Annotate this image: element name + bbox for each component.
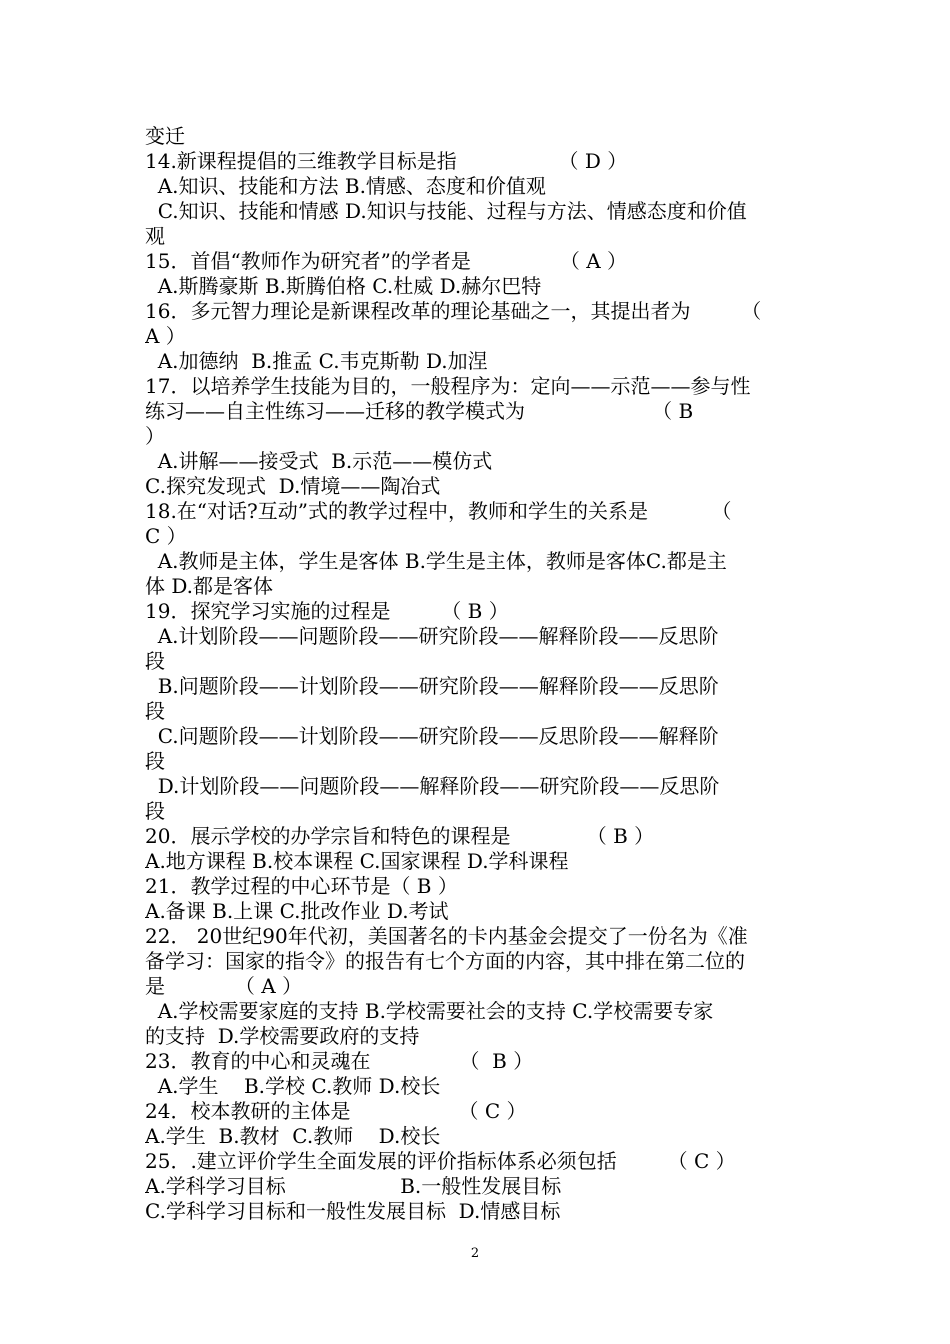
text-line: 24．校本教研的主体是 （ C ） <box>145 1099 527 1123</box>
text-line: C.知识、技能和情感 D.知识与技能、过程与方法、情感态度和价值 <box>145 199 747 223</box>
text-line: A.学生 B.教材 C.教师 D.校长 <box>145 1124 441 1148</box>
text-line: 17．以培养学生技能为目的，一般程序为：定向——示范——参与性 <box>145 374 751 398</box>
text-line: 练习——自主性练习——迁移的教学模式为 （ B <box>145 399 694 423</box>
text-line: 14.新课程提倡的三维教学目标是指 （ D ） <box>145 149 628 173</box>
text-line: A.讲解——接受式 B.示范——模仿式 <box>145 449 493 473</box>
text-line: 的支持 D.学校需要政府的支持 <box>145 1024 420 1048</box>
text-line: 25．.建立评价学生全面发展的评价指标体系必须包括 （ C ） <box>145 1149 736 1173</box>
text-line: B.问题阶段——计划阶段——研究阶段——解释阶段——反思阶 <box>145 674 719 698</box>
text-line: A.学生 B.学校 C.教师 D.校长 <box>145 1074 441 1098</box>
text-line: 段 <box>145 699 165 723</box>
text-line: 段 <box>145 649 165 673</box>
text-line: 16．多元智力理论是新课程改革的理论基础之一，其提出者为 （ <box>145 299 762 323</box>
text-line: 是 （ A ） <box>145 974 303 998</box>
page-number: 2 <box>470 1246 480 1261</box>
text-line: C.问题阶段——计划阶段——研究阶段——反思阶段——解释阶 <box>145 724 719 748</box>
text-line: ） <box>145 424 165 448</box>
text-line: 15．首倡“教师作为研究者”的学者是 （ A ） <box>145 249 628 273</box>
text-line: 备学习：国家的指令》的报告有七个方面的内容，其中排在第二位的 <box>145 949 745 973</box>
text-line: 22． 20世纪90年代初，美国著名的卡内基金会提交了一份名为《准 <box>145 924 748 948</box>
text-line: 段 <box>145 749 165 773</box>
text-line: 18.在“对话?互动”式的教学过程中，教师和学生的关系是 （ <box>145 499 732 523</box>
text-line: 观 <box>145 224 165 248</box>
text-line: A.地方课程 B.校本课程 C.国家课程 D.学科课程 <box>145 849 569 873</box>
text-line: C.探究发现式 D.情境——陶冶式 <box>145 474 441 498</box>
text-line: A ） <box>145 324 186 348</box>
text-line: 19．探究学习实施的过程是 （ B ） <box>145 599 509 623</box>
text-line: 23．教育的中心和灵魂在 （ B ） <box>145 1049 534 1073</box>
text-line: 20．展示学校的办学宗旨和特色的课程是 （ B ） <box>145 824 655 848</box>
text-line: A.斯腾豪斯 B.斯腾伯格 C.杜威 D.赫尔巴特 <box>145 274 542 298</box>
text-line: 段 <box>145 799 165 823</box>
text-line: A.学科学习目标 B.一般性发展目标 <box>145 1174 562 1198</box>
text-line: A.计划阶段——问题阶段——研究阶段——解释阶段——反思阶 <box>145 624 719 648</box>
text-line: A.教师是主体，学生是客体 B.学生是主体，教师是客体C.都是主 <box>145 549 727 573</box>
text-line: A.加德纳 B.推孟 C.韦克斯勒 D.加涅 <box>145 349 488 373</box>
text-line: A.备课 B.上课 C.批改作业 D.考试 <box>145 899 449 923</box>
text-line: 变迁 <box>145 124 185 148</box>
text-line: A.知识、技能和方法 B.情感、态度和价值观 <box>145 174 546 198</box>
text-line: D.计划阶段——问题阶段——解释阶段——研究阶段——反思阶 <box>145 774 720 798</box>
text-line: C ） <box>145 524 187 548</box>
text-line: A.学校需要家庭的支持 B.学校需要社会的支持 C.学校需要专家 <box>145 999 714 1023</box>
text-line: 21．教学过程的中心环节是（ B ） <box>145 874 458 898</box>
text-line: 体 D.都是客体 <box>145 574 274 598</box>
text-line: C.学科学习目标和一般性发展目标 D.情感目标 <box>145 1199 561 1223</box>
